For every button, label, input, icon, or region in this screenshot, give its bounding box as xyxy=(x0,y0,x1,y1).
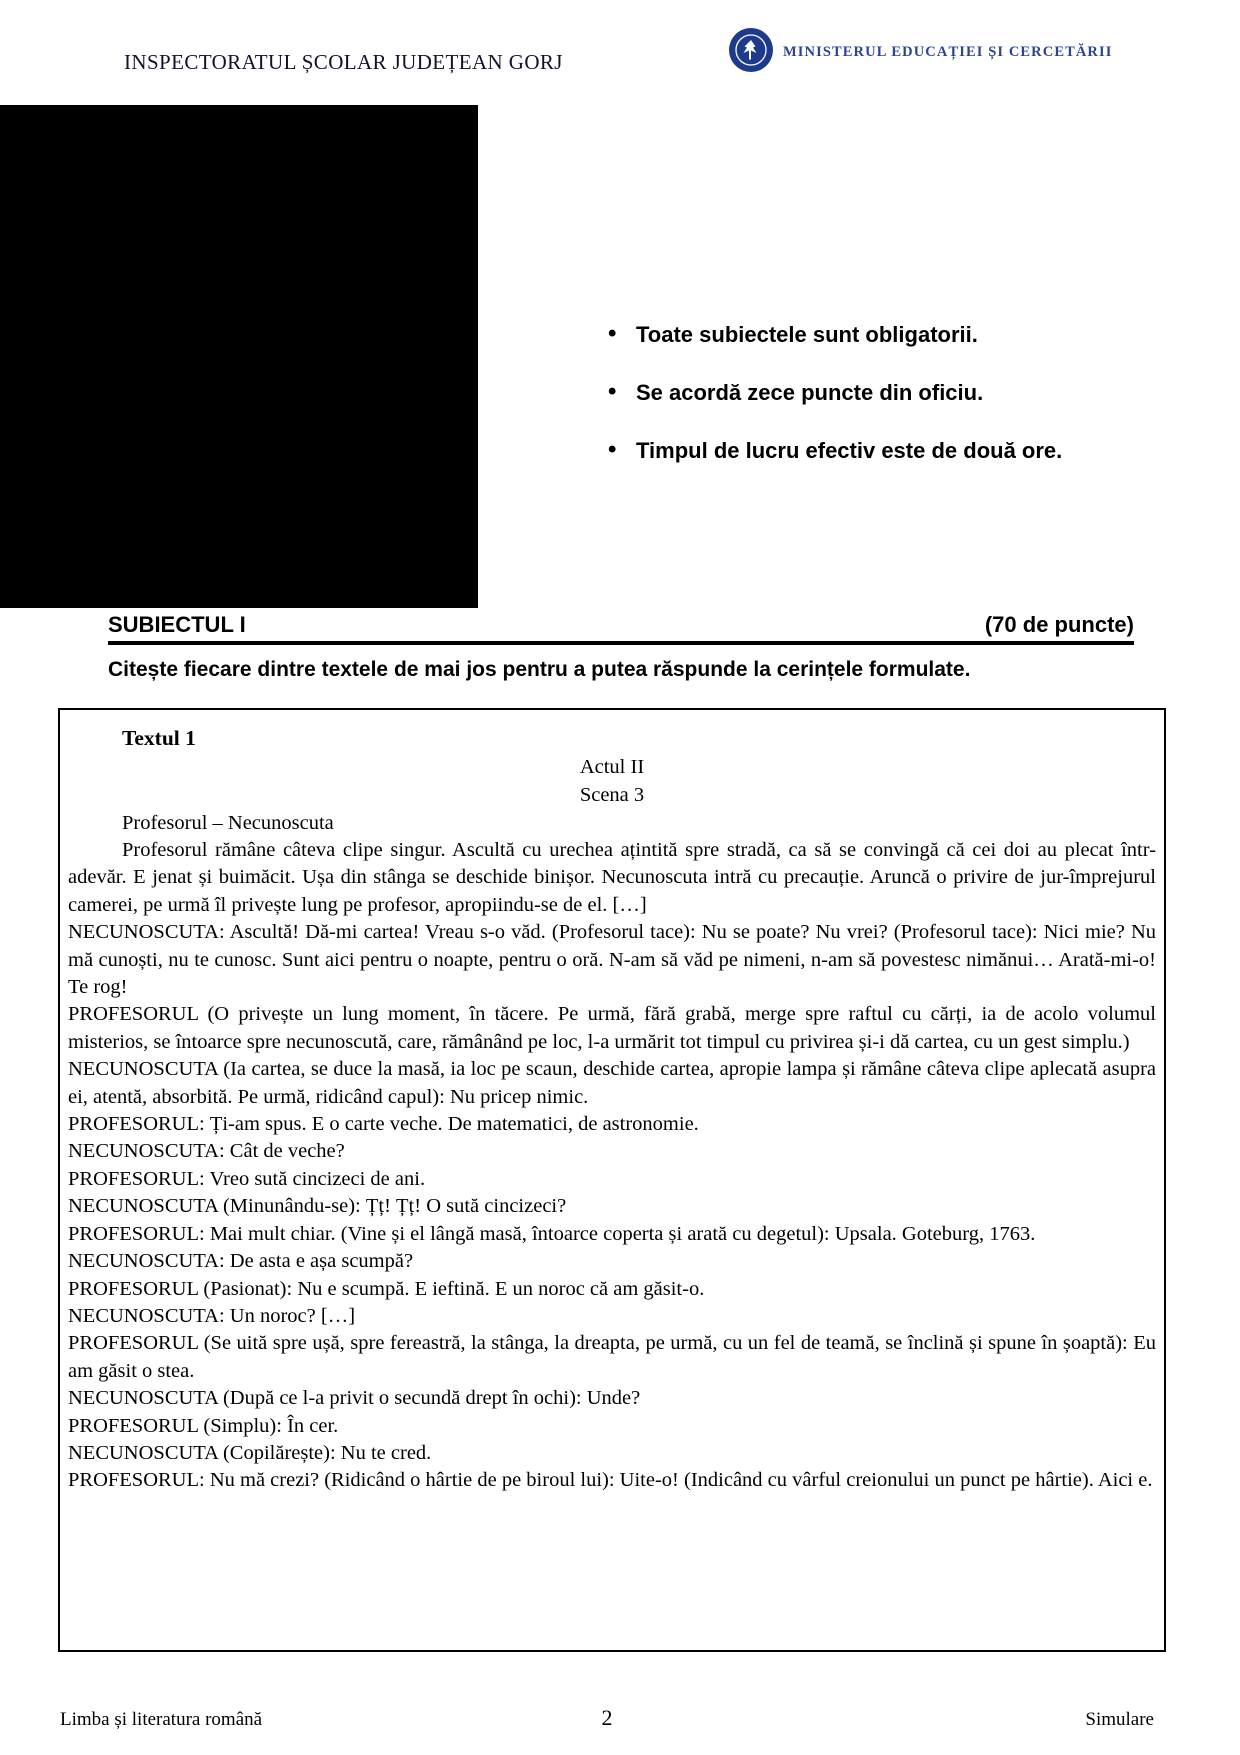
footer-subject-name: Limba și literatura română xyxy=(60,1709,263,1730)
dialogue-line: NECUNOSCUTA (Ia cartea, se duce la masă, ia loc pe scaun, deschide cartea, apropie lampa și rămâne câteva clipe aplecată asupra ei, atentă, absorbită. Pe urmă, ridicând capul): Nu pricep nimic. xyxy=(68,1058,1156,1108)
dialogue-line: PROFESORUL: Vreo sută cincizeci de ani. xyxy=(68,1167,426,1190)
notice-item: • Toate subiectele sunt obligatorii. xyxy=(606,322,1062,348)
characters-line: Profesorul – Necunoscuta xyxy=(122,812,334,834)
text-box xyxy=(58,708,1166,1652)
footer-exam-type: Simulare xyxy=(1085,1709,1154,1730)
stage-direction: Profesorul rămâne câteva clipe singur. Ascultă cu urechea ațintită spre stradă, ca să se convingă că cei doi au plecat într-adevăr. E jenat și buimăcit. Ușa din stânga se deschide binișor. Necunoscuta intră cu precauție. Aruncă o privire de jur-împrejurul camerei, pe urmă îl privește lung pe profesor, apropiindu-se de el. […] xyxy=(68,839,1156,916)
text-label: Textul 1 xyxy=(122,726,196,750)
dialogue-line: PROFESORUL: Ți-am spus. E o carte veche. De matematici, de astronomie. xyxy=(68,1113,699,1136)
dialogue-line: NECUNOSCUTA: Un noroc? […] xyxy=(68,1304,356,1327)
dialogue-line: NECUNOSCUTA: Ascultă! Dă-mi cartea! Vreau s-o văd. (Profesorul tace): Nu se poate? Nu vrei? (Profesorul tace): Nici mie? Nu mă cunoști, nu te cunosc. Sunt aici pentru o noapte, pentru o oră. N-am să văd pe nimeni, n-am să povestesc nimănui… Arată-mi-o! Te rog! xyxy=(68,921,1156,999)
dialogue-line: NECUNOSCUTA: De asta e așa scumpă? xyxy=(68,1250,414,1273)
dialogue-line: PROFESORUL (Simplu): În cer. xyxy=(68,1414,339,1437)
school-inspectorate-title: INSPECTORATUL ȘCOLAR JUDEȚEAN GORJ xyxy=(124,50,563,74)
government-seal-icon xyxy=(728,27,774,73)
subject-title: SUBIECTUL I xyxy=(108,612,246,637)
dialogue-line: PROFESORUL: Nu mă crezi? (Ridicând o hârtie de pe biroul lui): Uite-o! (Indicând cu vârful creionului un punct pe hârtie). Aici e. xyxy=(68,1469,1153,1492)
dialogue-line: PROFESORUL: Mai mult chiar. (Vine și el lângă masă, întoarce coperta și arată cu degetul): Upsala. Goteburg, 1763. xyxy=(68,1222,1036,1245)
dialogue-line: PROFESORUL (O privește un lung moment, în tăcere. Pe urmă, fără grabă, merge spre raftul cu cărți, ia de acolo volumul misterios, se întoarce spre necunoscută, care, rămânând pe loc, l-a urmărit tot timpul cu privirea și-i dă cartea, cu un gest simplu.) xyxy=(68,1003,1156,1053)
page-footer xyxy=(60,1705,1154,1731)
footer-page-number: 2 xyxy=(601,1705,613,1730)
dialogue-line: NECUNOSCUTA (Minunându-se): Țț! Țț! O sută cincizeci? xyxy=(68,1195,567,1218)
act-heading: Actul II xyxy=(579,756,645,778)
scene-heading: Scena 3 xyxy=(579,784,645,806)
dialogue-line: PROFESORUL (Pasionat): Nu e scumpă. E ieftină. E un noroc că am găsit-o. xyxy=(68,1277,705,1300)
redacted-block xyxy=(0,105,478,608)
ministry-logo xyxy=(728,27,1113,73)
notice-item: • Se acordă zece puncte din oficiu. xyxy=(606,380,1062,406)
subject-points: (70 de puncte) xyxy=(984,612,1134,637)
notice-item: • Timpul de lucru efectiv este de două ore. xyxy=(606,438,1062,464)
ministry-name: MINISTERUL EDUCAȚIEI ȘI CERCETĂRII xyxy=(783,43,1113,60)
dialogue-line: NECUNOSCUTA (După ce l-a privit o secundă drept în ochi): Unde? xyxy=(68,1387,641,1410)
subject-instruction: Citește fiecare dintre textele de mai jos pentru a putea răspunde la cerințele formulate. xyxy=(108,658,971,681)
subject-header xyxy=(108,612,1134,645)
dialogue-line: PROFESORUL (Se uită spre ușă, spre fereastră, la stânga, la dreapta, pe urmă, cu un fel de teamă, se înclină și spune în șoaptă): Eu am găsit o stea. xyxy=(68,1332,1156,1382)
notice-list xyxy=(606,322,1062,496)
dialogue-line: NECUNOSCUTA (Copilărește): Nu te cred. xyxy=(68,1441,432,1464)
dialogue-line: NECUNOSCUTA: Cât de veche? xyxy=(68,1140,345,1163)
